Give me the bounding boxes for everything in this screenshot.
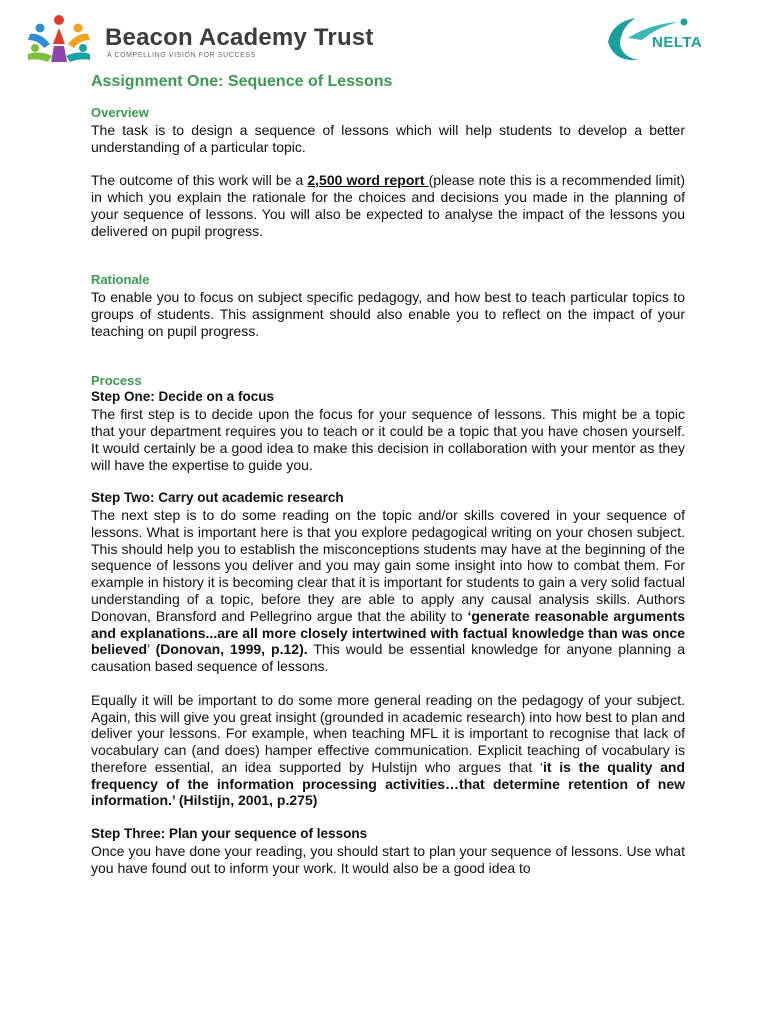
hulstijn-quote: it is the quality and frequency of the information processing activities…that determine retention of new information.’ (Hilstijn, 2001, p.275) — [91, 758, 686, 809]
step-two-p1-text-c: ’ — [147, 641, 156, 658]
nelta-logo-text: NELTA — [652, 34, 703, 51]
overview-paragraph-2 — [91, 172, 685, 239]
step-two-title: Step Two: Carry out academic research — [91, 490, 344, 506]
overview-heading: Overview — [91, 105, 149, 120]
step-one-title: Step One: Decide on a focus — [91, 389, 275, 405]
donovan-quote: ‘generate reasonable arguments and explanations...are all more closely intertwined with factual knowledge than was once believed — [91, 607, 685, 658]
overview-p2-text-c: (please note this is a recommended limit) in which you explain the rationale for the choices and decisions you made in the planning of your sequence of lessons. You will also be expected to analyse the impact of the lessons you delivered on pupil progress. — [91, 172, 686, 239]
step-two-p1-text-a: The next step is to do some reading on the topic and/or skills covered in your sequence of lessons. What is important here is that you explore pedagogical writing on your chosen subject. This should help you to establish the misconceptions students may have at the beginning of the sequence of lessons you deliver and you may gain some insight into how to combat them. For example in history it is becoming clear that it is important for students to gain a very solid factual understanding of a topic, before they are able to apply any causal analysis skills. Authors Donovan, Bransford and Pellegrino argue that the ability to — [91, 506, 685, 624]
page-header — [0, 0, 768, 70]
step-two-p1-text-e: This would be essential knowledge for anyone planning a causation based sequence of lessons. — [91, 641, 685, 675]
step-three-paragraph: Once you have done your reading, you should start to plan your sequence of lessons. Use what you have found out to inform your work. It would also be a good idea to — [91, 842, 685, 876]
overview-p2-text-a: The outcome of this work will be a — [91, 172, 308, 189]
rationale-paragraph: To enable you to focus on subject specific pedagogy, and how best to teach particular topics to groups of students. This assignment should also enable you to reflect on the impact of your teaching on pupil progress. — [91, 289, 685, 339]
step-three-title: Step Three: Plan your sequence of lessons — [91, 826, 368, 842]
beacon-people-logo-icon — [26, 14, 92, 64]
org-tagline: A COMPELLING VISION FOR SUCCESS — [107, 52, 256, 59]
document-title: Assignment One: Sequence of Lessons — [91, 73, 393, 90]
step-two-paragraph-1 — [91, 507, 685, 675]
process-heading: Process — [91, 372, 142, 388]
step-two-paragraph-2 — [91, 692, 685, 810]
step-one-paragraph: The first step is to decide upon the focus for your sequence of lessons. This might be a topic that your department requires you to teach or it could be a topic that you have chosen yourself. It would certainly be a good idea to make this decision in collaboration with your mentor as they will have the expertise to guide you. — [91, 406, 685, 473]
rationale-heading: Rationale — [91, 272, 150, 288]
step-two-p2-text-a: Equally it will be important to do some more general reading on the pedagogy of your subject. Again, this will give you great insight (grounded in academic research) into how best to plan and deliver your lessons. For example, when teaching MFL it is important to recognise that lack of vocabulary can (and does) hamper effective communication. Explicit teaching of vocabulary is therefore essential, an idea supported by Hulstijn who argues that ‘ — [91, 691, 685, 775]
overview-paragraph-1: The task is to design a sequence of lessons which will help students to develop a better understanding of a particular topic. — [91, 121, 685, 155]
document-body — [91, 70, 685, 876]
word-report-emphasis: 2,500 word report — [307, 172, 429, 189]
donovan-citation: (Donovan, 1999, p.12). — [155, 641, 308, 658]
org-name: Beacon Academy Trust — [105, 24, 374, 51]
